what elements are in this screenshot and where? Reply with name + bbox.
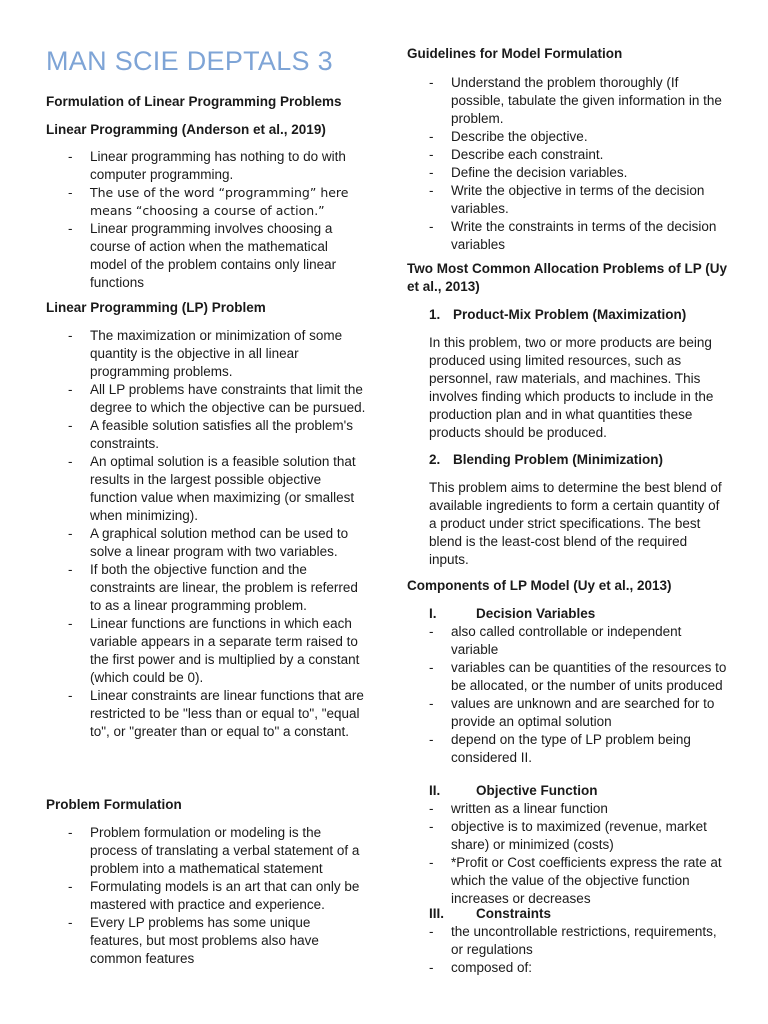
list-item-text: A graphical solution method can be used to solve a linear program with two variables. [90, 526, 349, 559]
component-title: Objective Function [476, 783, 598, 798]
list-item-text: Linear functions are functions in which each variable appears in a separate term raised to the first power and is multiplied by a constant (which could be 0). [90, 616, 360, 685]
list-item [46, 561, 368, 615]
list-item [407, 695, 729, 731]
product-mix-paragraph: In this problem, two or more products are being produced using limited resources, such as personnel, raw materials, and machines. This involves finding which products to include in the production plan and in what quantities these products should be produced. [429, 335, 714, 440]
list-item-text: Understand the problem thoroughly (If possible, tabulate the given information in the problem. [451, 75, 722, 126]
list-item [46, 327, 368, 381]
lp-problem-list [46, 327, 368, 741]
subheading-title: Product-Mix Problem (Maximization) [453, 307, 687, 322]
list-item-text: depend on the type of LP problem being considered II. [451, 732, 691, 765]
list-item-text: Write the objective in terms of the decision variables. [451, 183, 705, 216]
list-item [407, 74, 729, 128]
component-decision-variables [429, 605, 595, 623]
heading-problem-formulation: Problem Formulation [46, 797, 182, 812]
roman-numeral: II. [429, 783, 441, 798]
list-item [46, 914, 366, 968]
list-item-text: If both the objective function and the constraints are linear, the problem is referred to as a linear programming problem. [90, 562, 358, 613]
heading-components: Components of LP Model (Uy et al., 2013) [407, 578, 672, 593]
list-item [46, 148, 366, 184]
subheading-number: 2. [429, 452, 441, 467]
list-item-text: *Profit or Cost coefficients express the rate at which the value of the objective function increases or decreases [451, 855, 722, 906]
list-item-text: variables can be quantities of the resources to be allocated, or the number of units produced [451, 660, 727, 693]
list-item [407, 923, 729, 959]
list-item [46, 417, 368, 453]
list-item-text: also called controllable or independent variable [451, 624, 682, 657]
subheading-product-mix [429, 306, 686, 324]
list-item [46, 687, 368, 741]
problem-formulation-list [46, 824, 366, 968]
subheading-number: 1. [429, 307, 441, 322]
list-item [407, 959, 729, 977]
list-item [407, 182, 729, 218]
list-item-text: Every LP problems has some unique features, but most problems also have common features [90, 915, 319, 966]
list-item-text: The maximization or minimization of some quantity is the objective in all linear programming problems. [90, 328, 343, 379]
heading-allocation-problems: Two Most Common Allocation Problems of LP (Uy et al., 2013) [407, 261, 728, 294]
component-title: Decision Variables [476, 606, 596, 621]
document-title: MAN SCIE DEPTALS 3 [46, 46, 333, 76]
heading-guidelines: Guidelines for Model Formulation [407, 46, 623, 61]
list-item [46, 615, 368, 687]
list-item [407, 218, 729, 254]
roman-numeral: III. [429, 906, 445, 921]
list-item-text: Write the constraints in terms of the decision variables [451, 219, 717, 252]
list-item-text: All LP problems have constraints that limit the degree to which the objective can be pursued. [90, 382, 366, 415]
guidelines-list [407, 74, 729, 254]
blending-paragraph: This problem aims to determine the best blend of available ingredients to form a certain quantity of a product under strict specifications. The best blend is the least-cost blend of the required inputs. [429, 480, 722, 567]
list-item [407, 623, 729, 659]
subheading-blending [429, 451, 663, 469]
heading-linear-programming: Linear Programming (Anderson et al., 2019) [46, 122, 326, 137]
list-item-text: composed of: [451, 960, 533, 975]
lp-list [46, 148, 366, 292]
constraints-list [407, 923, 729, 977]
list-item [46, 381, 368, 417]
subheading-title: Blending Problem (Minimization) [453, 452, 663, 467]
component-objective-function [429, 782, 598, 800]
roman-numeral: I. [429, 606, 437, 621]
list-item-text: Linear programming involves choosing a course of action when the mathematical model of the problem contains only linear functions [90, 221, 337, 290]
list-item-text: Linear programming has nothing to do with computer programming. [90, 149, 346, 182]
objective-function-list [407, 800, 729, 908]
list-item [407, 854, 729, 908]
component-title: Constraints [476, 906, 552, 921]
list-item [407, 659, 729, 695]
list-item [46, 453, 368, 525]
list-item-text: the uncontrollable restrictions, requirements, or regulations [451, 924, 717, 957]
list-item [407, 818, 729, 854]
list-item [46, 824, 366, 878]
list-item [407, 146, 729, 164]
list-item-text: A feasible solution satisfies all the problem's constraints. [90, 418, 353, 451]
list-item-text: objective is to maximized (revenue, market share) or minimized (costs) [451, 819, 707, 852]
list-item [46, 184, 366, 220]
list-item-text: Describe the objective. [451, 129, 588, 144]
list-item-text: Formulating models is an art that can only be mastered with practice and experience. [90, 879, 360, 912]
list-item [407, 731, 729, 767]
list-item-text: Describe each constraint. [451, 147, 604, 162]
list-item [46, 220, 366, 292]
list-item-text: values are unknown and are searched for to provide an optimal solution [451, 696, 715, 729]
list-item [407, 800, 729, 818]
list-item [46, 878, 366, 914]
list-item-text: Linear constraints are linear functions that are restricted to be "less than or equal to", "equal to", or "greater than or equal to" a constant. [90, 688, 364, 739]
decision-variables-list [407, 623, 729, 767]
component-constraints [429, 905, 551, 923]
heading-formulation: Formulation of Linear Programming Problems [46, 94, 342, 109]
list-item [407, 128, 729, 146]
list-item-text: The use of the word “programming” here means “choosing a course of action.” [90, 185, 349, 218]
list-item-text: written as a linear function [451, 801, 608, 816]
list-item-text: Define the decision variables. [451, 165, 628, 180]
list-item-text: An optimal solution is a feasible solution that results in the largest possible objective function value when maximizing (or smallest when minimizing). [90, 454, 356, 523]
list-item-text: Problem formulation or modeling is the process of translating a verbal statement of a problem into a mathematical statement [90, 825, 360, 876]
heading-lp-problem: Linear Programming (LP) Problem [46, 300, 266, 315]
list-item [46, 525, 368, 561]
list-item [407, 164, 729, 182]
